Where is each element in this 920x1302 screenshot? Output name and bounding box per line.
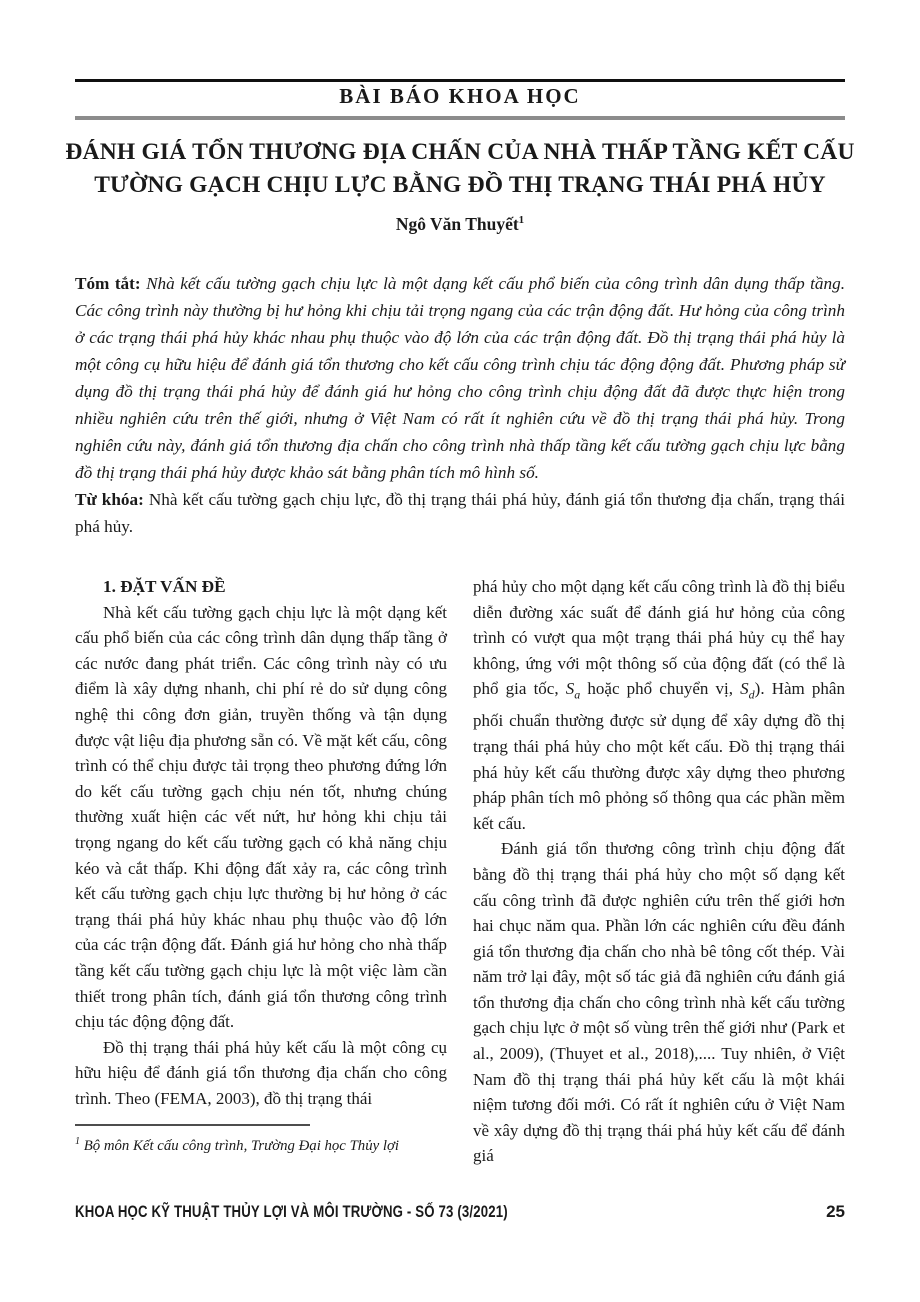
keywords-text: Nhà kết cấu tường gạch chịu lực, đồ thị trạng thái phá hủy, đánh giá tổn thương địa chấn, trạng thái phá hủy.: [75, 490, 845, 536]
spectral-acceleration-subscript: a: [574, 687, 581, 702]
journal-section-banner: BÀI BÁO KHOA HỌC: [339, 84, 581, 108]
footnote-text: Bộ môn Kết cấu công trình, Trường Đại học Thủy lợi: [83, 1138, 399, 1155]
spectral-displacement-subscript: d: [748, 687, 755, 702]
article-title: [55, 136, 865, 202]
spectral-displacement-symbol: S: [740, 679, 749, 699]
keywords-paragraph: [75, 486, 845, 540]
right-paragraph-1-text-b: hoặc phổ chuyển vị,: [580, 679, 741, 699]
abstract-text: Nhà kết cấu tường gạch chịu lực là một dạng kết cấu phổ biến của công trình dân dụng thấp tầng. Các công trình này thường bị hư hỏng khi chịu tải trọng ngang của các trận động đất. Hư hỏng của công trình ở các trạng thái phá hủy khác nhau phụ thuộc vào độ lớn của các trận động đất. Đồ thị trạng thái phá hủy là một công cụ hữu hiệu để đánh giá tổn thương cho kết cấu công trình chịu tác động động đất. Phương pháp sử dụng đồ thị trạng thái phá hủy để đánh giá hư hỏng cho công trình chịu động đất đã được thực hiện trong nhiều nghiên cứu trên thế giới, nhưng ở Việt Nam có rất ít nghiên cứu về đồ thị trạng thái phá hủy. Trong nghiên cứu này, đánh giá tổn thương địa chấn cho công trình nhà thấp tầng kết cấu tường gạch chịu lực bằng đồ thị trạng thái phá hủy được khảo sát bằng phân tích mô hình số.: [75, 274, 846, 482]
footnote-rule: [75, 1124, 310, 1126]
body-column-left: [75, 574, 447, 1169]
author-affiliation-mark: 1: [518, 214, 525, 227]
keywords-label: Từ khóa:: [75, 490, 144, 509]
right-paragraph-2: Đánh giá tổn thương công trình chịu động đất bằng đồ thị trạng thái phá hủy cho một số dạng kết cấu công trình đã được nghiên cứu trên thế giới hơn hai chục năm qua. Phần lớn các nghiên cứu đều đánh giá tổn thương địa chấn cho nhà bê tông cốt thép. Vài năm trở lại đây, một số tác giả đã nghiên cứu đánh giá tổn thương địa chấn cho công trình nhà kết cấu tường gạch chịu lực ở một số vùng trên thế giới như (Park et al., 2009), (Thuyet et al., 2018),.... Tuy nhiên, ở Việt Nam đồ thị trạng thái phá hủy kết cấu là một khái niệm tương đối mới. Có rất ít nghiên cứu ở Việt Nam về xây dựng đồ thị trạng thái phá hủy kết cấu để đánh giá: [473, 839, 845, 1166]
left-paragraph-2: Đồ thị trạng thái phá hủy kết cấu là một công cụ hữu hiệu để đánh giá tổn thương địa chấn cho công trình. Theo (FEMA, 2003), đồ thị trạng thái: [75, 1037, 447, 1108]
spectral-acceleration-symbol: S: [565, 679, 575, 699]
article-title-line1: ĐÁNH GIÁ TỔN THƯƠNG ĐỊA CHẤN CỦA NHÀ THẤP TẦNG KẾT CẤU: [65, 139, 855, 165]
section-1-heading: 1. ĐẶT VẤN ĐỀ: [103, 577, 226, 596]
page-footer: [75, 1202, 845, 1222]
left-paragraph-1: Nhà kết cấu tường gạch chịu lực là một dạng kết cấu phổ biến của các công trình dân dụng thấp tầng ở các nước đang phát triển. Các công trình này có ưu điểm là xây dựng nhanh, chi phí rẻ do sử dụng công nghệ thi công đơn giản, truyền thống và tận dụng được vật liệu địa phương sẵn có. Về mặt kết cấu, công trình có thể chịu được tải trọng theo phương đứng lớn do kết cấu tường gạch chịu nén tốt, nhưng chúng thường xuất hiện các vết nứt, hư hỏng khi chịu tải trọng ngang do kết cấu tường gạch có khả năng chịu kéo và cắt thấp. Khi động đất xảy ra, các công trình kết cấu tường gạch chịu lực thường bị hư hỏng ở các trạng thái phá hủy khác nhau phụ thuộc vào độ lớn của các trận động đất. Đánh giá hư hỏng cho nhà thấp tầng kết cấu tường gạch chịu lực là một việc làm cần thiết trong phân tích, đánh giá tổn thương công trình chịu tác động động đất.: [75, 602, 447, 1032]
body-columns: [75, 574, 845, 1169]
author-line: [75, 214, 845, 235]
journal-footer-line: KHOA HỌC KỸ THUẬT THỦY LỢI VÀ MÔI TRƯỜNG - SỐ 73 (3/2021): [75, 1203, 508, 1221]
footnote-mark: 1: [75, 1136, 80, 1148]
header-top-rule: [75, 79, 845, 82]
abstract-label: Tóm tắt:: [75, 274, 141, 293]
right-paragraph-1: [473, 574, 845, 836]
page-number: 25: [826, 1202, 845, 1221]
body-column-right: [473, 574, 845, 1169]
author-name: Ngô Văn Thuyết: [395, 214, 519, 234]
article-title-line2: TƯỜNG GẠCH CHỊU LỰC BẰNG ĐỒ THỊ TRẠNG THÁI PHÁ HỦY: [94, 172, 826, 198]
header-bottom-rule: [75, 116, 845, 120]
front-matter: [75, 270, 845, 540]
abstract-paragraph: [75, 270, 845, 486]
footnote: [75, 1132, 447, 1156]
right-paragraph-1-text-a: phá hủy cho một dạng kết cấu công trình là đồ thị biểu diễn đường xác suất để đánh giá hư hỏng của công trình có vượt qua một trạng thái phá hủy cụ thể hay không, ứng với một thông số của động đất (có thể là phổ gia tốc,: [473, 577, 845, 699]
right-paragraph-1-text-c: ). Hàm phân phối chuẩn thường được sử dụng để xây dựng đồ thị trạng thái phá hủy cho một kết cấu. Đồ thị trạng thái phá hủy kết cấu thường được xây dựng theo phương pháp phân tích mô phỏng số thông qua các phần mềm kết cấu.: [473, 679, 845, 833]
